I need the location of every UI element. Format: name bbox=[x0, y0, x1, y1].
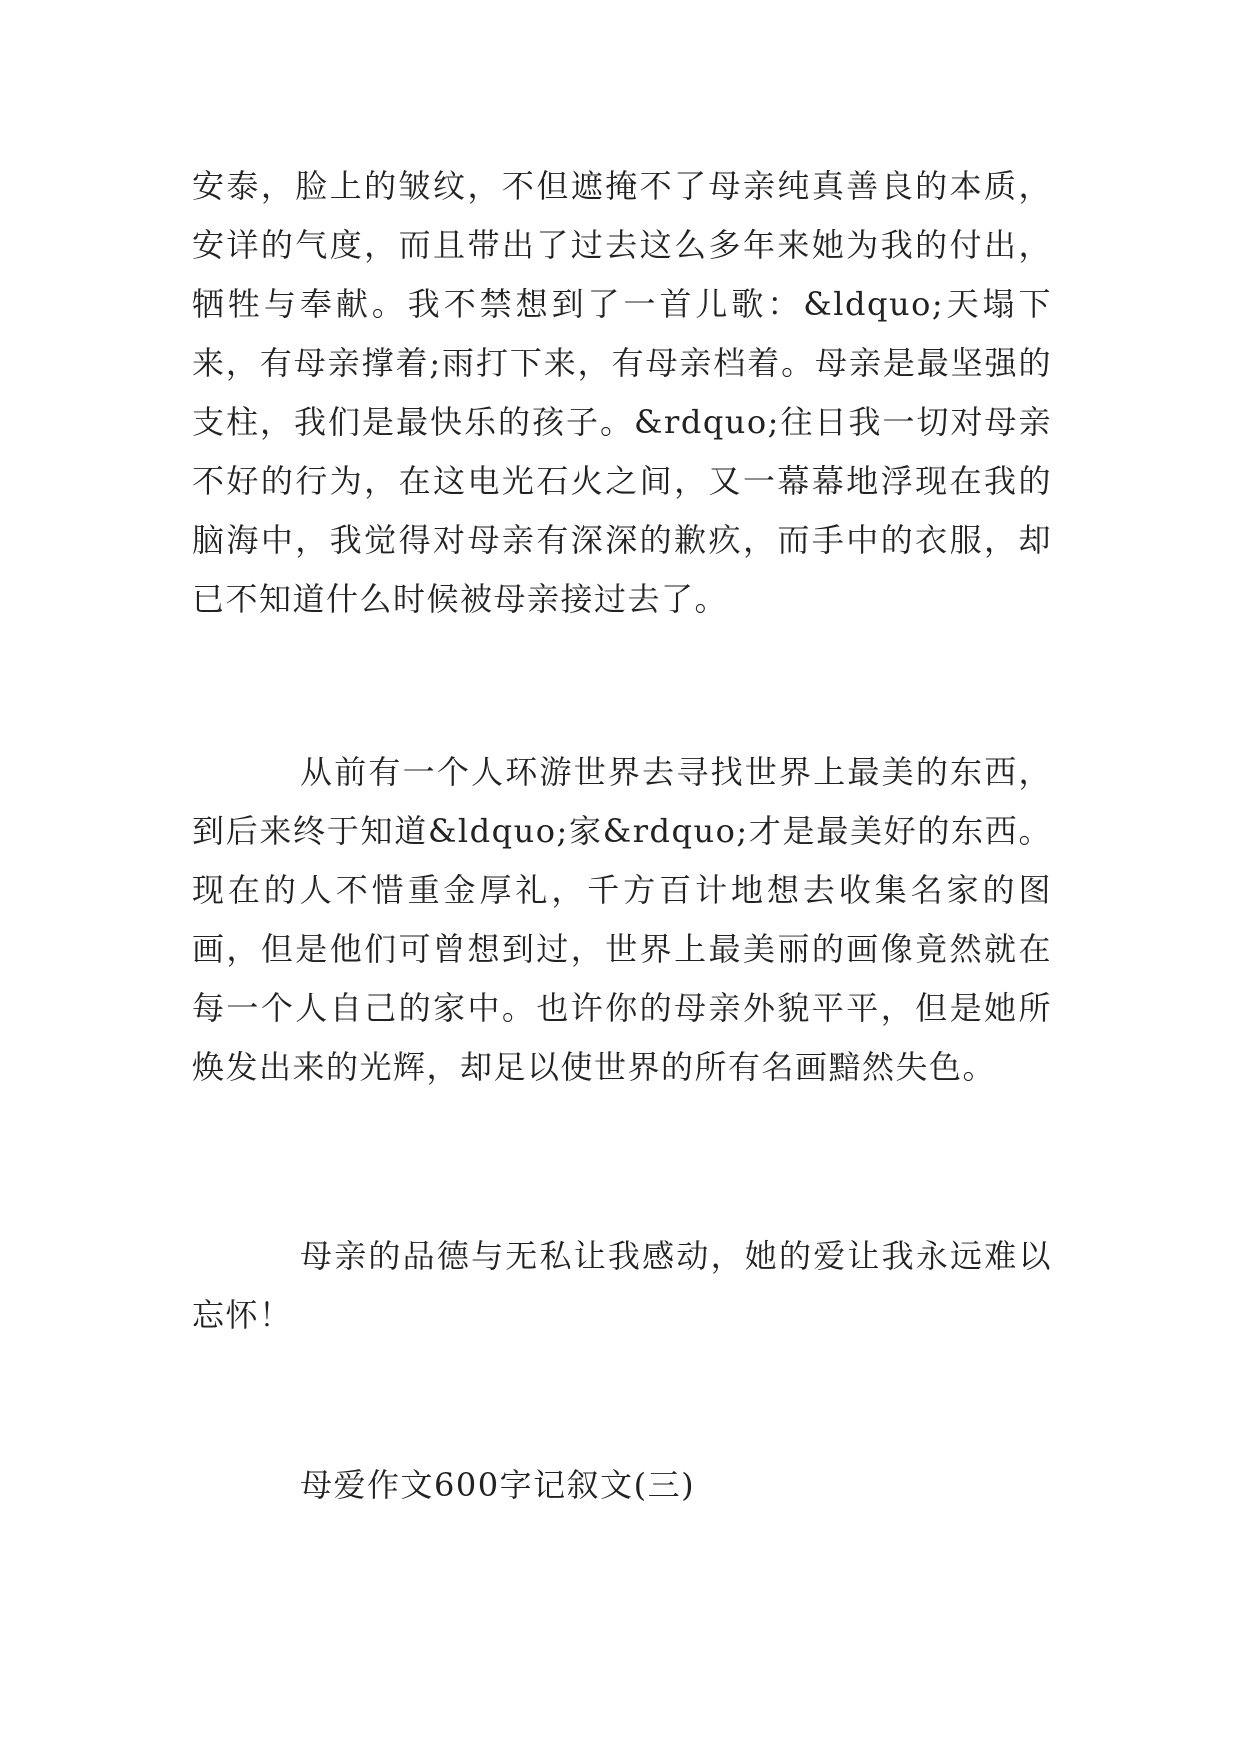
body-paragraph-1: 安泰，脸上的皱纹，不但遮掩不了母亲纯真善良的本质，安详的气度，而且带出了过去这么多年来她为我的付出，牺牲与奉献。我不禁想到了一首儿歌：&ldquo;天塌下来，有母亲撑着;雨打下来，有母亲档着。母亲是最坚强的支柱，我们是最快乐的孩子。&rdquo;往日我一切对母亲不好的行为，在这电光石火之间，又一幕幕地浮现在我的脑海中，我觉得对母亲有深深的歉疚，而手中的衣服，却已不知道什么时候被母亲接过去了。 bbox=[192, 167, 1052, 618]
section-heading: 母爱作文600字记叙文(三) bbox=[300, 1466, 696, 1504]
body-paragraph-2: 从前有一个人环游世界去寻找世界上最美的东西，到后来终于知道&ldquo;家&rdquo;才是最美好的东西。现在的人不惜重金厚礼，千方百计地想去收集名家的图画，但是他们可曾想到过，世界上最美丽的画像竟然就在每一个人自己的家中。也许你的母亲外貌平平，但是她所焕发出来的光辉，却足以使世界的所有名画黯然失色。 bbox=[192, 753, 1052, 1086]
body-paragraph-3: 母亲的品德与无私让我感动，她的爱让我永远难以忘怀！ bbox=[192, 1237, 1052, 1334]
